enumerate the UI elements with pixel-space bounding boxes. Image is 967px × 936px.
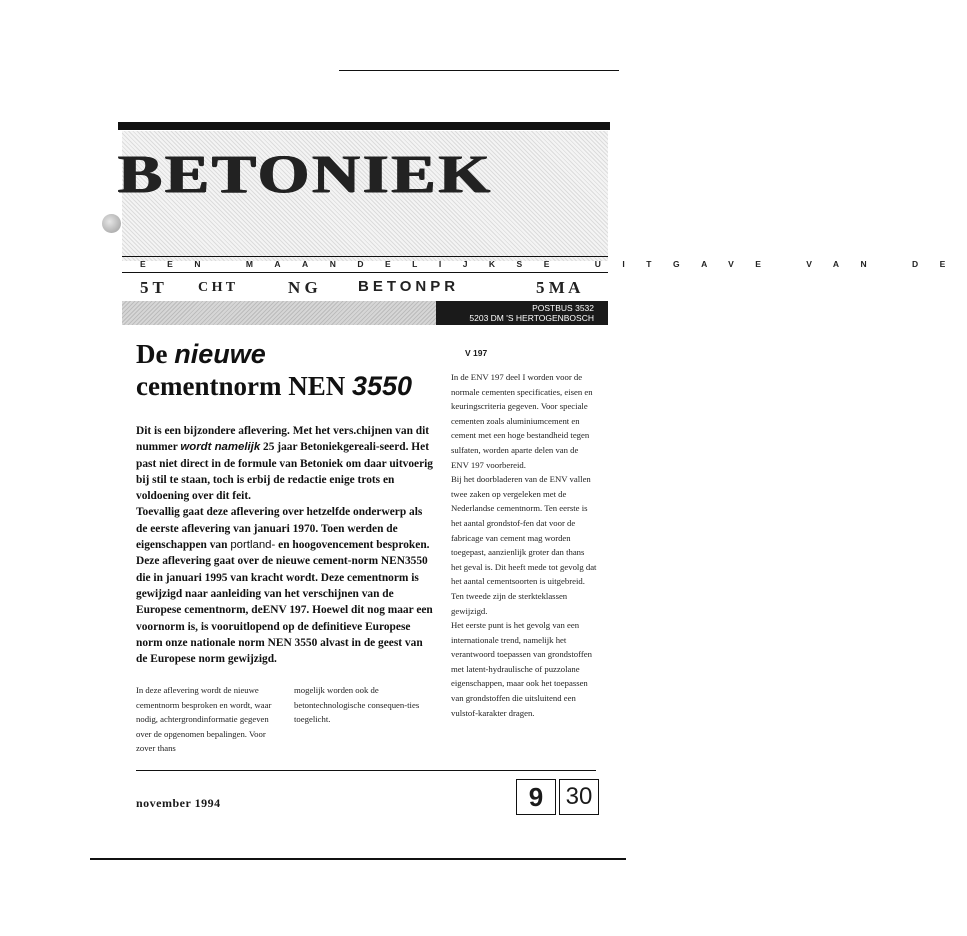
intro-p1-b: 25 jaar Betoniekgereali-seerd. Het past niet direct in de formule van Betoniek om daar uitvoerig bij stil te staan, toch is erbij de redactie enige trots en voldoening over dit feit. [136, 441, 433, 503]
masthead-info-line [140, 278, 610, 298]
title-word-nieuwe: nieuwe [174, 339, 266, 369]
address-box [436, 301, 608, 325]
footer-rule [136, 770, 596, 771]
issue-number-box: 9 [516, 779, 556, 815]
body-column-1: In deze aflevering wordt de nieuwe cementnorm besproken en wordt, waar nodig, achtergrondinformatie gegeven over de opgenomen bepalingen. Voor zover thans [136, 685, 272, 754]
top-hairline [339, 70, 619, 71]
info-part-1: 5 T [140, 278, 164, 297]
title-cementnorm: cementnorm NEN [136, 371, 346, 401]
info-part-2: C H T [198, 280, 236, 295]
info-part-4: BETONPR [358, 278, 460, 295]
address-line-2: 5203 DM 'S HERTOGENBOSCH [469, 313, 594, 323]
title-number: 3550 [351, 371, 413, 401]
intro-paragraph-2 [136, 504, 436, 667]
masthead-top-bar [118, 122, 610, 130]
masthead-subtitle: EEN MAANDELIJKSE UITGAVE VAN DE [140, 259, 967, 269]
betoniek-logo: BETONIEK [118, 144, 493, 205]
binder-hole-mark [102, 214, 121, 233]
subtitle-rule [122, 256, 608, 257]
intro-text [136, 423, 436, 667]
right-column-heading: V 197 [465, 348, 488, 358]
bottom-rule [90, 858, 626, 860]
issue-date: november 1994 [136, 796, 221, 810]
intro-p1-italic: wordt namelijk [180, 441, 261, 454]
intro-p2-plain: portland- [230, 539, 276, 552]
address-line-1: POSTBUS 3532 [532, 303, 594, 313]
intro-p2-b: en hoogovencement besproken. Deze aflevering gaat over de nieuwe cement-norm NEN3550 die in januari 1995 van kracht wordt. Deze cementnorm is gewijzigd naar aanleiding van het verschijnen van de Europese cementnorm, deENV 197. Hoewel dit nog maar een voornorm is, is vooruitlopend op de definitieve Europese norm onze nationale norm NEN 3550 alvast in de geest van de Europese norm gewijzigd. [136, 539, 433, 666]
intro-paragraph-1 [136, 423, 436, 504]
info-part-5: 5 M A [536, 278, 581, 297]
title-word-de: De [136, 339, 168, 369]
article-title [136, 338, 436, 402]
page-number-box: 30 [559, 779, 599, 815]
right-column-text: In de ENV 197 deel I worden voor de normale cementen specificaties, eisen en keuringscriteria gegeven. Voor speciale cementen zoals aluminiumcement en cement met een hoge bestandheid tegen sulfaten, worden aparte delen van de ENV 197 voorbereid. Bij het doorbladeren van de ENV vallen twee zaken op vergeleken met de Nederlandse cementnorm. Ten eerste is het aantal grondstof-fen dat voor de fabricage van cement mag worden toegepast, aanzienlijk groter dan thans het geval is. Dit heeft mede tot gevolg dat het aantal cementsoorten is uitgebreid. Ten tweede zijn de sterkteklassen gewijzigd. Het eerste punt is het gevolg van een internationale trend, namelijk het verantwoord toepassen van grondstoffen met latent-hydraulische of puzzolane eigenschappen, maar ook het toepassen van grondstoffen die uitsluitend een vulstof-karakter dragen. [451, 372, 597, 718]
body-column-2: mogelijk worden ook de betontechnologische consequen-ties toegelicht. [294, 685, 420, 725]
subtitle-under-rule [122, 272, 608, 273]
intro-p2-a: Toevallig gaat deze aflevering over hetzelfde onderwerp als de eerste aflevering van januari 1970. Toen werden de eigenschappen van [136, 506, 423, 552]
intro-p1-a: Dit is een bijzondere aflevering. Met het vers.chijnen van dit nummer [136, 425, 430, 454]
info-part-3: N G [288, 278, 318, 297]
